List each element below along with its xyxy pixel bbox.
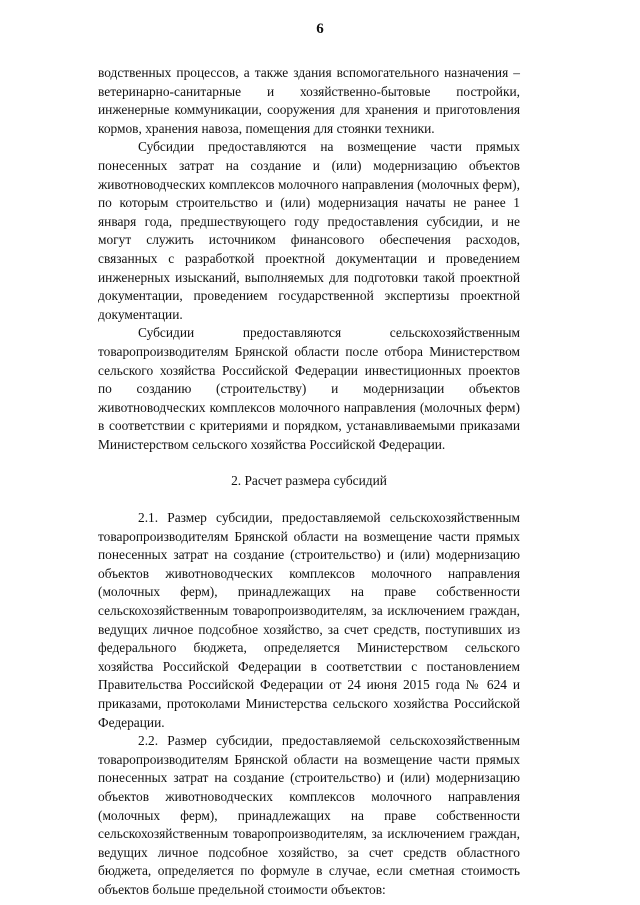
- clause-2-1: 2.1. Размер субсидии, предоставляемой сельскохозяйственным товаропроизводителям Брянской области на возмещение части прямых понесенных затрат на создание (строительство) и (или) модернизацию объектов животноводческих комплексов молочного направления (молочных ферм), принадлежащих на праве собственности сельскохозяйственным товаропроизводителям, за исключением граждан, ведущих личное подсобное хозяйство, за счет средств, поступивших из федерального бюджета, определяется Министерством сельского хозяйства Российской Федерации в соответствии с постановлением Правительства Российской Федерации от 24 июня 2015 года № 624 и приказами, протоколами Министерства сельского хозяйства Российской Федерации.: [98, 510, 520, 730]
- document-body: [98, 64, 520, 900]
- paragraph-continuation: водственных процессов, а также здания вспомогательного назначения – ветеринарно-санитарные и хозяйственно-бытовые постройки, инженерные коммуникации, сооружения для хранения и приготовления кормов, хранения навоза, помещения для стоянки техники.: [98, 65, 520, 136]
- section-heading: 2. Расчет размера субсидий: [231, 473, 387, 489]
- paragraph-subsidy-purpose: Субсидии предоставляются на возмещение части прямых понесенных затрат на создание и (или) модернизацию объектов животноводческих комплексов молочного направления (молочных ферм), по которым строительство и (или) модернизация начаты не ранее 1 января года, предшествующего году предоставления субсидии, и не могут служить источником финансового обеспечения расходов, связанных с разработкой проектной документации и проведением инженерных изысканий, выполняемых для подготовки такой проектной документации, проведением государственной экспертизы проектной документации.: [98, 139, 520, 322]
- paragraph-subsidy-recipients: Субсидии предоставляются сельскохозяйственным товаропроизводителям Брянской области после отбора Министерством сельского хозяйства Российской Федерации инвестиционных проектов по созданию (строительству) и модернизации объектов животноводческих комплексов молочного направления (молочных ферм) в соответствии с критериями и порядком, устанавливаемыми приказами Министерством сельского хозяйства Российской Федерации.: [98, 325, 520, 452]
- page-number: 6: [316, 21, 324, 37]
- clause-2-2: 2.2. Размер субсидии, предоставляемой сельскохозяйственным товаропроизводителям Брянской области на возмещение части прямых понесенных затрат на создание (строительство) и (или) модернизацию объектов животноводческих комплексов молочного направления (молочных ферм), принадлежащих на праве собственности сельскохозяйственным товаропроизводителям, за исключением граждан, ведущих личное подсобное хозяйство, за счет средств областного бюджета, определяется по формуле в случае, если сметная стоимость объектов больше предельной стоимости объектов:: [98, 733, 520, 897]
